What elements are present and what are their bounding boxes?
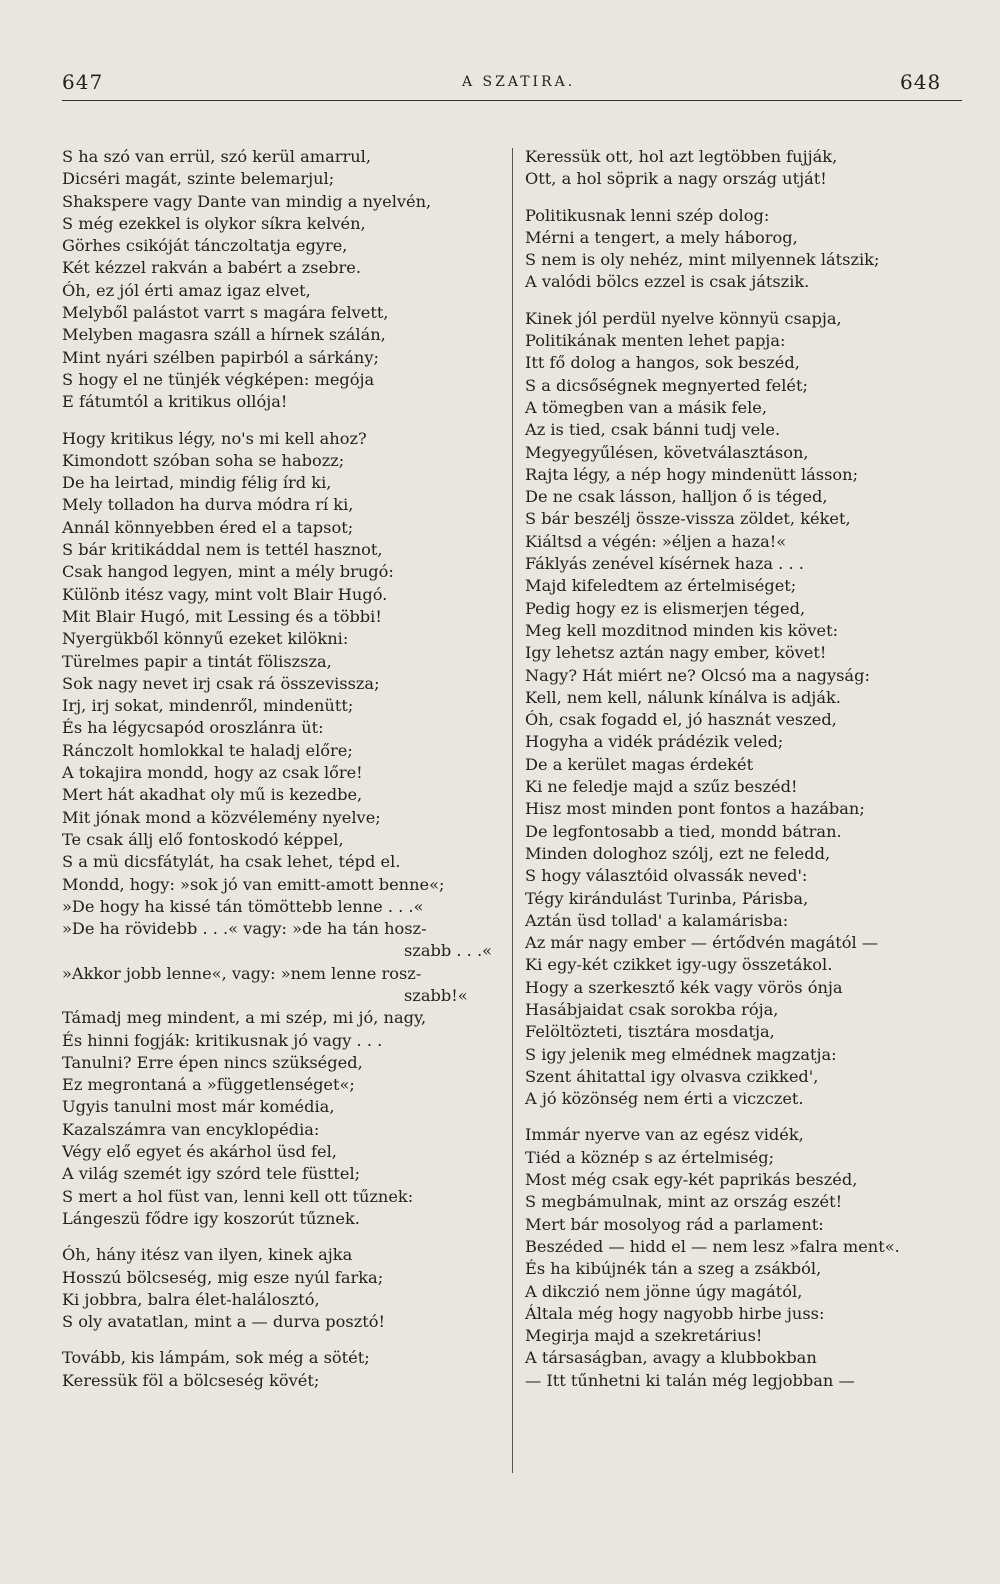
verse-line: S a mü dicsfátylát, ha csak lehet, tépd el.: [62, 852, 401, 872]
verse-line: Megirja majd a szekretárius!: [525, 1326, 763, 1346]
verse-line: S bár beszélj össze-vissza zöldet, kéket,: [525, 509, 851, 529]
verse-line: Kinek jól perdül nyelve könnyü csapja,: [525, 308, 842, 328]
verse-line: Kell, nem kell, nálunk kínálva is adják.: [525, 687, 841, 707]
stanza: [525, 205, 965, 294]
verse-line: Pedig hogy ez is elismerjen téged,: [525, 598, 806, 618]
verse-line: Itt fő dolog a hangos, sok beszéd,: [525, 353, 800, 373]
verse-line: S nem is oly nehéz, mint milyennek látszik;: [525, 250, 880, 270]
verse-line: De legfontosabb a tied, mondd bátran.: [525, 821, 842, 841]
page-number-right: 648: [900, 70, 942, 94]
verse-line: E fátumtól a kritikus ollója!: [62, 392, 288, 412]
verse-line: szabb . . .«: [404, 941, 492, 961]
verse-line: Hogy kritikus légy, no's mi kell ahoz?: [62, 428, 367, 448]
verse-line: Fáklyás zenével kísérnek haza . . .: [525, 554, 804, 574]
verse-line: Az már nagy ember — értődvén magától —: [525, 933, 879, 953]
verse-line: Hosszú bölcseség, mig esze nyúl farka;: [62, 1267, 384, 1287]
verse-line: Igy lehetsz aztán nagy ember, követ!: [525, 643, 827, 663]
stanza: [62, 1244, 502, 1333]
verse-line: Támadj meg mindent, a mi szép, mi jó, nagy,: [62, 1008, 427, 1028]
verse-line: A társaságban, avagy a klubbokban: [525, 1348, 817, 1368]
verse-line: Ki egy-két czikket igy-ugy összetákol.: [525, 955, 833, 975]
verse-line: Kiáltsd a végén: »éljen a haza!«: [525, 531, 787, 551]
verse-line: Politikusnak lenni szép dolog:: [525, 205, 770, 225]
verse-line: Lángeszü fődre igy koszorút tűznek.: [62, 1208, 360, 1228]
verse-line: Ki jobbra, balra élet-halálosztó,: [62, 1289, 320, 1309]
verse-line: Nyergükből könnyű ezeket kilökni:: [62, 629, 349, 649]
verse-line: Ott, a hol söprik a nagy ország utját!: [525, 169, 827, 189]
header-rule: [62, 100, 962, 101]
verse-line: Ránczolt homlokkal te haladj előre;: [62, 740, 353, 760]
verse-line: Melyben magasra száll a hírnek szálán,: [62, 325, 386, 345]
running-title: A SZATIRA.: [462, 74, 576, 90]
verse-line: S bár kritikáddal nem is tettél hasznot,: [62, 540, 383, 560]
verse-line: De ha leirtad, mindig félig írd ki,: [62, 473, 332, 493]
verse-line: S még ezekkel is olykor síkra kelvén,: [62, 213, 366, 233]
verse-line: Annál könnyebben éred el a tapsot;: [62, 517, 354, 537]
verse-line: Te csak állj elő fontoskodó képpel,: [62, 829, 344, 849]
verse-line: A tokajira mondd, hogy az csak lőre!: [62, 763, 363, 783]
verse-line: Politikának menten lehet papja:: [525, 331, 786, 351]
verse-line: S megbámulnak, mint az ország eszét!: [525, 1192, 843, 1212]
verse-line: Az is tied, csak bánni tudj vele.: [525, 420, 781, 440]
verse-line: Óh, ez jól érti amaz igaz elvet,: [62, 280, 311, 300]
verse-line: Dicséri magát, szinte belemarjul;: [62, 169, 335, 189]
verse-line: S igy jelenik meg elmédnek magzatja:: [525, 1044, 837, 1064]
verse-line: Ki ne feledje majd a szűz beszéd!: [525, 777, 798, 797]
verse-line: Türelmes papir a tintát föliszsza,: [62, 651, 332, 671]
column-divider: [512, 148, 513, 1473]
stanza: [525, 308, 965, 1111]
verse-line: Végy elő egyet és akárhol üsd fel,: [62, 1142, 337, 1162]
verse-line: S mert a hol füst van, lenni kell ott tűznek:: [62, 1186, 414, 1206]
verse-line: Meg kell mozditnod minden kis követ:: [525, 620, 839, 640]
verse-line: Tanulni? Erre épen nincs szükséged,: [62, 1052, 363, 1072]
verse-line: Shakspere vagy Dante van mindig a nyelvén,: [62, 191, 432, 211]
page-header: [0, 62, 1000, 102]
verse-line: Kazalszámra van encyklopédia:: [62, 1119, 320, 1139]
verse-line: És hinni fogják: kritikusnak jó vagy . . .: [62, 1030, 383, 1050]
verse-line: Mely tolladon ha durva módra rí ki,: [62, 495, 354, 515]
verse-line: Megyegyűlésen, követválasztáson,: [525, 442, 809, 462]
verse-line: Rajta légy, a nép hogy mindenütt lásson;: [525, 464, 859, 484]
verse-line: Csak hangod legyen, mint a mély brugó:: [62, 562, 394, 582]
verse-line: Kimondott szóban soha se habozz;: [62, 450, 345, 470]
verse-line: A valódi bölcs ezzel is csak játszik.: [525, 272, 810, 292]
verse-line: Görhes csikóját tánczoltatja egyre,: [62, 236, 348, 256]
verse-line: S hogy választóid olvassák neved':: [525, 866, 808, 886]
verse-line: Tiéd a köznép s az értelmiség;: [525, 1147, 775, 1167]
verse-line: Melyből palástot varrt s magára felvett,: [62, 303, 389, 323]
verse-line: — Itt tűnhetni ki talán még legjobban —: [525, 1370, 855, 1390]
verse-line: Mit Blair Hugó, mit Lessing és a többi!: [62, 606, 382, 626]
stanza: [62, 1347, 502, 1392]
verse-line: Mert bár mosolyog rád a parlament:: [525, 1214, 824, 1234]
verse-line: Felöltözteti, tisztára mosdatja,: [525, 1022, 775, 1042]
verse-line: Ugyis tanulni most már komédia,: [62, 1097, 335, 1117]
verse-line: Minden dologhoz szólj, ezt ne feledd,: [525, 843, 831, 863]
verse-line: Keressük ott, hol azt legtöbben fujják,: [525, 147, 838, 166]
verse-line: Aztán üsd tollad' a kalamárisba:: [525, 910, 789, 930]
verse-line: A jó közönség nem érti a viczczet.: [525, 1089, 804, 1109]
verse-line: S oly avatatlan, mint a — durva posztó!: [62, 1312, 385, 1332]
verse-line: Irj, irj sokat, mindenről, mindenütt;: [62, 696, 354, 716]
verse-line: »De ha rövidebb . . .« vagy: »de ha tán hosz-: [62, 919, 427, 939]
verse-line: És ha légycsapód oroszlánra üt:: [62, 718, 324, 738]
verse-line: S a dicsőségnek megnyerted felét;: [525, 375, 808, 395]
verse-line: Majd kifeledtem az értelmiséget;: [525, 576, 797, 596]
verse-line: A dikczió nem jönne úgy magától,: [525, 1281, 803, 1301]
verse-line: Mert hát akadhat oly mű is kezedbe,: [62, 785, 363, 805]
verse-line: Hisz most minden pont fontos a hazában;: [525, 799, 865, 819]
verse-line: Szent áhitattal igy olvasva czikked',: [525, 1066, 819, 1086]
verse-line: Nagy? Hát miért ne? Olcsó ma a nagyság:: [525, 665, 870, 685]
verse-line: Óh, csak fogadd el, jó hasznát veszed,: [525, 710, 837, 730]
verse-line: szabb!«: [404, 985, 468, 1005]
verse-line: Különb itész vagy, mint volt Blair Hugó.: [62, 584, 388, 604]
verse-line: »Akkor jobb lenne«, vagy: »nem lenne rosz-: [62, 963, 422, 983]
verse-line: Általa még hogy nagyobb hirbe juss:: [525, 1303, 825, 1323]
verse-line: Sok nagy nevet irj csak rá összevissza;: [62, 673, 380, 693]
verse-line: S ha szó van errül, szó kerül amarrul,: [62, 147, 371, 166]
verse-line: Ez megrontaná a »függetlenséget«;: [62, 1075, 355, 1095]
verse-line: És ha kibújnék tán a szeg a zsákból,: [525, 1259, 822, 1279]
verse-line: Tovább, kis lámpám, sok még a sötét;: [62, 1348, 370, 1368]
verse-line: Immár nyerve van az egész vidék,: [525, 1125, 804, 1145]
verse-line: Tégy kirándulást Turinba, Párisba,: [525, 888, 809, 908]
verse-line: De ne csak lásson, halljon ő is téged,: [525, 487, 828, 507]
verse-line: Most még csak egy-két paprikás beszéd,: [525, 1170, 858, 1190]
verse-line: De a kerület magas érdekét: [525, 754, 754, 774]
verse-line: S hogy el ne tünjék végképen: megója: [62, 369, 375, 389]
verse-line: Hogy a szerkesztő kék vagy vörös ónja: [525, 977, 843, 997]
verse-line: Mint nyári szélben papirból a sárkány;: [62, 347, 379, 367]
left-column: [62, 146, 502, 1392]
right-column: [525, 146, 965, 1392]
verse-line: A tömegben van a másik fele,: [525, 397, 767, 417]
page-number-left: 647: [62, 70, 104, 94]
verse-line: Mit jónak mond a közvélemény nyelve;: [62, 807, 381, 827]
stanza: [525, 1124, 965, 1392]
stanza: [62, 428, 502, 1231]
verse-line: Óh, hány itész van ilyen, kinek ajka: [62, 1245, 353, 1265]
verse-line: Mérni a tengert, a mely háborog,: [525, 227, 798, 247]
verse-line: Hasábjaidat csak sorokba rója,: [525, 999, 779, 1019]
verse-line: Hogyha a vidék prádézik veled;: [525, 732, 784, 752]
verse-line: A világ szemét igy szórd tele füsttel;: [62, 1164, 361, 1184]
verse-line: Mondd, hogy: »sok jó van emitt-amott benne«;: [62, 874, 445, 894]
verse-line: Beszéded — hidd el — nem lesz »falra ment«.: [525, 1236, 900, 1256]
verse-line: Keressük föl a bölcseség kövét;: [62, 1370, 320, 1390]
verse-line: »De hogy ha kissé tán tömöttebb lenne . . .«: [62, 896, 424, 916]
stanza: [525, 146, 965, 191]
verse-line: Két kézzel rakván a babért a zsebre.: [62, 258, 361, 278]
stanza: [62, 146, 502, 414]
